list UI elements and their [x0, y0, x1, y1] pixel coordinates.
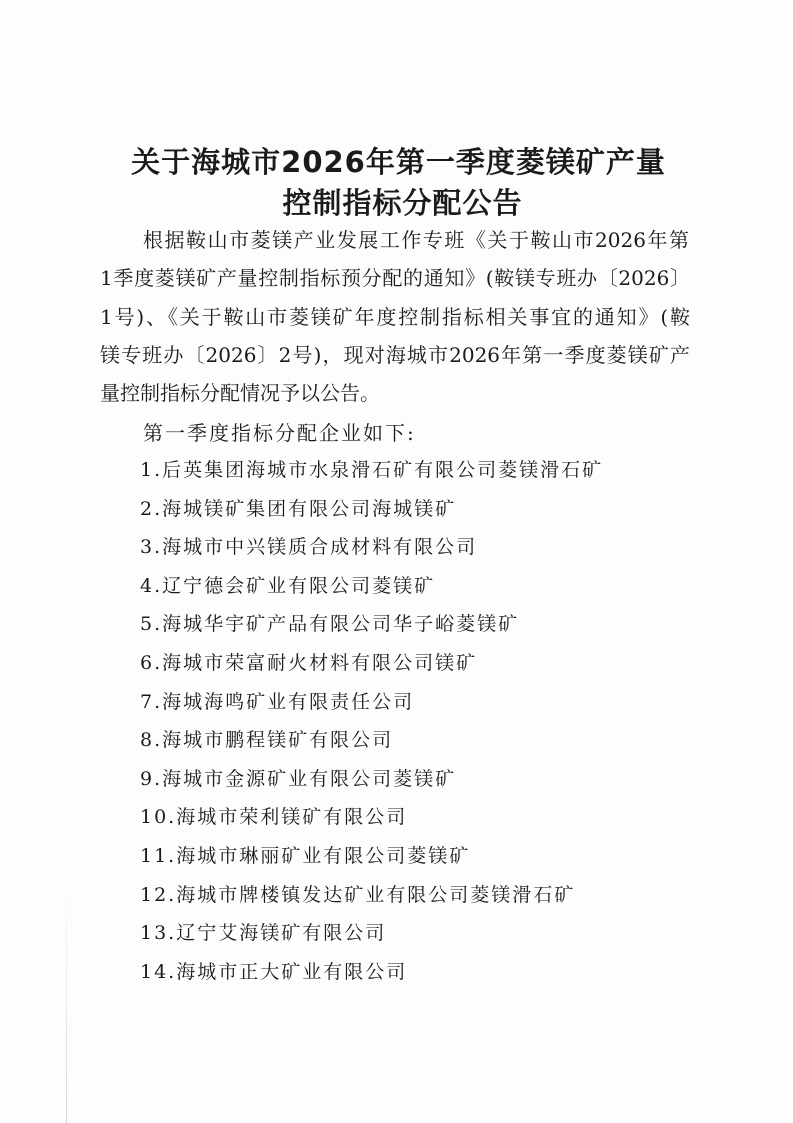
list-item-company-name: 海城华宇矿产品有限公司华子峪菱镁矿 [162, 613, 520, 636]
list-item [140, 687, 603, 726]
paragraph-line-3: 1号)、《关于鞍山市菱镁矿年度控制指标相关事宜的通知》(鞍 [100, 305, 690, 329]
list-item [140, 571, 603, 610]
list-item-company-name: 海城市琳丽矿业有限公司菱镁矿 [176, 844, 471, 867]
paragraph-line-2: 1季度菱镁矿产量控制指标预分配的通知》(鞍镁专班办〔2026〕 [100, 266, 690, 290]
list-item-number: 11. [140, 844, 177, 867]
list-item-company-name: 辽宁艾海镁矿有限公司 [176, 922, 387, 945]
list-item-number: 6. [140, 651, 163, 674]
list-item-company-name: 海城市金源矿业有限公司菱镁矿 [162, 767, 457, 790]
list-item [140, 841, 603, 880]
paragraph-line-4: 镁专班办〔2026〕2号)，现对海城市2026年第一季度菱镁矿产 [100, 343, 690, 367]
list-item [140, 880, 603, 919]
list-item-number: 14. [140, 960, 177, 983]
list-item-number: 4. [140, 574, 163, 597]
list-intro: 第一季度指标分配企业如下: [143, 421, 416, 445]
list-item [140, 532, 603, 571]
list-item-number: 1. [140, 459, 163, 481]
paragraph-line-5: 量控制指标分配情况予以公告。 [100, 381, 380, 405]
document-title-line-1: 关于海城市2026年第一季度菱镁矿产量 [131, 145, 666, 179]
list-item-number: 7. [140, 690, 163, 713]
list-item-company-name: 后英集团海城市水泉滑石矿有限公司菱镁滑石矿 [162, 459, 604, 481]
list-item [140, 455, 603, 494]
document-title-line-2: 控制指标分配公告 [282, 186, 523, 220]
list-item [140, 802, 603, 841]
list-item-number: 10. [140, 806, 177, 829]
list-item-company-name: 海城市荣利镁矿有限公司 [176, 806, 408, 829]
list-item [140, 918, 603, 957]
list-item-number: 8. [140, 729, 163, 752]
list-item-number: 9. [140, 767, 163, 790]
list-item-number: 2. [140, 497, 163, 520]
list-item-company-name: 海城市中兴镁质合成材料有限公司 [162, 536, 478, 559]
list-item-company-name: 海城市荣富耐火材料有限公司镁矿 [162, 651, 478, 674]
scan-edge-mark [66, 880, 67, 1123]
company-list [140, 455, 603, 995]
list-item-number: 5. [140, 613, 163, 636]
list-item-company-name: 海城镁矿集团有限公司海城镁矿 [162, 497, 457, 520]
list-item [140, 957, 603, 996]
list-item-company-name: 海城市鹏程镁矿有限公司 [162, 729, 394, 752]
list-item-company-name: 海城海鸣矿业有限责任公司 [162, 690, 415, 713]
list-item-number: 12. [140, 883, 177, 906]
list-item [140, 609, 603, 648]
list-item-company-name: 海城市正大矿业有限公司 [176, 960, 408, 983]
list-item [140, 494, 603, 533]
paragraph-line-1: 根据鞍山市菱镁产业发展工作专班《关于鞍山市2026年第 [143, 228, 689, 252]
list-item-company-name: 辽宁德会矿业有限公司菱镁矿 [162, 574, 436, 597]
list-item-number: 13. [140, 922, 177, 945]
list-item-company-name: 海城市牌楼镇发达矿业有限公司菱镁滑石矿 [176, 883, 576, 906]
list-item [140, 725, 603, 764]
list-item [140, 648, 603, 687]
list-item-number: 3. [140, 536, 163, 559]
list-item [140, 764, 603, 803]
